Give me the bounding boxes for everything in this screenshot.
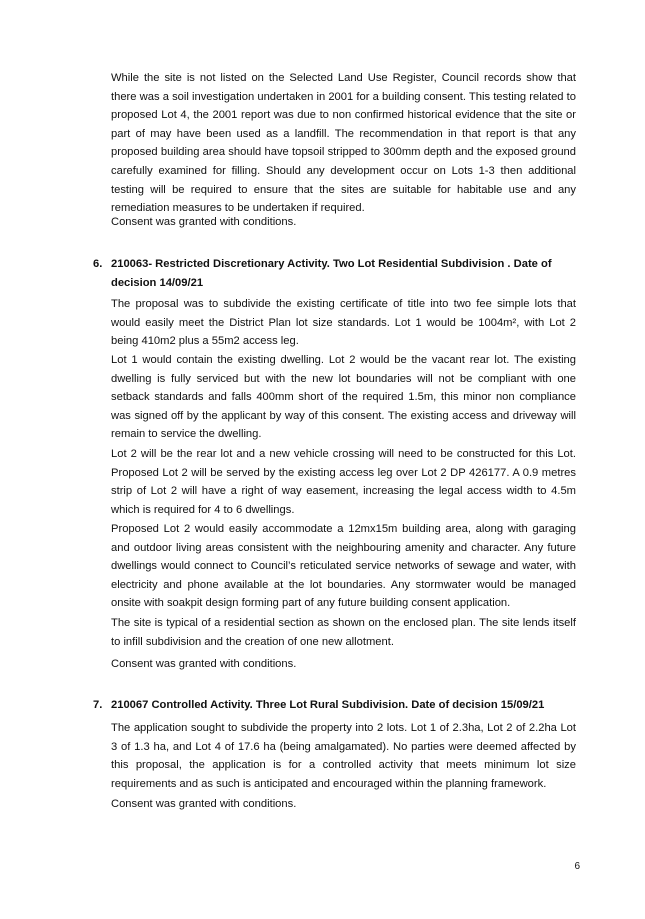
item-7-number: 7. <box>93 699 103 711</box>
item-6-title: 210063- Restricted Discretionary Activity. Two Lot Residential Subdivision . Date of decision 14/09/21 <box>111 258 552 289</box>
item-7-title: 210067 Controlled Activity. Three Lot Rural Subdivision. Date of decision 15/09/21 <box>111 699 545 711</box>
item-6-paragraph-2: Lot 1 would contain the existing dwelling. Lot 2 would be the vacant rear lot. The existing dwelling is fully serviced but with the new lot boundaries will not be compliant with one setback standards and falls 400mm short of the required 1.5m, this minor non compliance was signed off by the applicant by way of this consent. The existing access and driveway will remain to service the dwelling. <box>111 354 576 441</box>
item-6-heading <box>93 255 576 292</box>
item-7-consent-text: Consent was granted with conditions. <box>111 798 297 810</box>
item-6-consent-text: Consent was granted with conditions. <box>111 658 297 670</box>
item-6-paragraph-4: Proposed Lot 2 would easily accommodate a 12mx15m building area, along with garaging and outdoor living areas consistent with the neighbouring amenity and character. Any future dwellings would connect to Council’s reticulated service networks of sewage and water, with electricity and phone available at the lot boundaries. Any stormwater would be managed onsite with soakpit design forming part of any future building consent application. <box>111 523 576 610</box>
item-6-paragraph-5: The site is typical of a residential section as shown on the enclosed plan. The site lends itself to infill subdivision and the creation of one new allotment. <box>111 617 576 648</box>
item-7-paragraph-1: The application sought to subdivide the property into 2 lots. Lot 1 of 2.3ha, Lot 2 of 2.2ha Lot 3 of 1.3 ha, and Lot 4 of 17.6 ha (being amalgamated). No parties were deemed affected by this proposal, the application is for a controlled activity that meets minimum lot size requirements and as such is anticipated and encouraged within the planning framework. <box>111 722 576 790</box>
item-6-number: 6. <box>93 258 103 270</box>
item-7-heading <box>93 696 576 715</box>
item-6-paragraph-3: Lot 2 will be the rear lot and a new vehicle crossing will need to be constructed for this Lot. Proposed Lot 2 will be served by the existing access leg over Lot 2 DP 426177. A 0.9 metres strip of Lot 2 will have a right of way easement, increasing the legal access width to 4.5m which is required for 4 to 6 dwellings. <box>111 448 576 516</box>
page-number: 6 <box>574 861 580 872</box>
intro-consent-text: Consent was granted with conditions. <box>111 216 297 228</box>
intro-paragraph: While the site is not listed on the Selected Land Use Register, Council records show that there was a soil investigation undertaken in 2001 for a building consent. This testing related to proposed Lot 4, the 2001 report was due to non confirmed historical evidence that the site or part of may have been used as a landfill. The recommendation in that report is that any proposed building area should have topsoil stripped to 300mm depth and the exposed ground carefully examined for filling. Should any development occur on Lots 1-3 then additional testing will be required to ensure that the sites are suitable for habitable use and any remediation measures to be undertaken if required. <box>111 72 576 215</box>
item-6-paragraph-1: The proposal was to subdivide the existing certificate of title into two fee simple lots that would easily meet the District Plan lot size standards. Lot 1 would be 1004m², with Lot 2 being 410m2 plus a 55m2 access leg. <box>111 298 576 348</box>
